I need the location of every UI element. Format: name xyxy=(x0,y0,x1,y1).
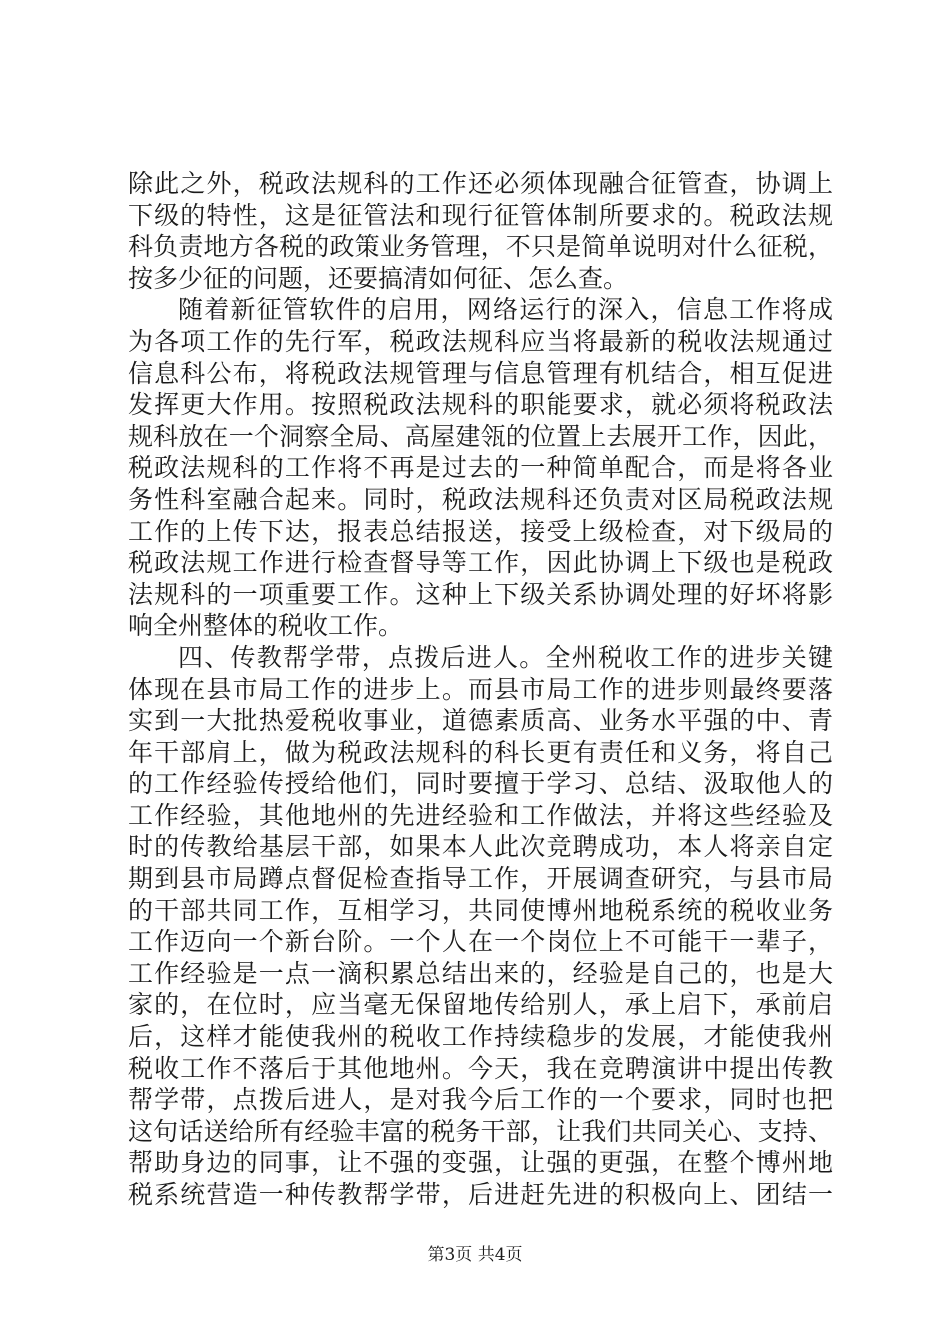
text-line: 规科放在一个洞察全局、高屋建瓴的位置上去展开工作，因此， xyxy=(128,421,833,451)
text-line: 工作迈向一个新台阶。一个人在一个岗位上不可能干一辈子， xyxy=(128,927,833,957)
text-line: 工作的上传下达，报表总结报送，接受上级检查，对下级局的 xyxy=(128,516,833,546)
text-line: 税政法规科的工作将不再是过去的一种简单配合，而是将各业 xyxy=(128,453,833,483)
text-line: 为各项工作的先行军，税政法规科应当将最新的税收法规通过 xyxy=(128,326,833,356)
text-line: 发挥更大作用。按照税政法规科的职能要求，就必须将税政法 xyxy=(128,390,833,420)
text-line: 年干部肩上，做为税政法规科的科长更有责任和义务，将自己 xyxy=(128,737,833,767)
text-line: 工作经验，其他地州的先进经验和工作做法，并将这些经验及 xyxy=(128,800,833,830)
text-line: 后，这样才能使我州的税收工作持续稳步的发展，才能使我州 xyxy=(128,1022,833,1052)
text-line: 按多少征的问题，还要搞清如何征、怎么查。 xyxy=(128,263,629,293)
text-line: 法规科的一项重要工作。这种上下级关系协调处理的好坏将影 xyxy=(128,579,833,609)
text-line: 帮学带，点拨后进人，是对我今后工作的一个要求，同时也把 xyxy=(128,1085,833,1115)
text-line: 的工作经验传授给他们，同时要擅于学习、总结、汲取他人的 xyxy=(128,769,833,799)
body-text xyxy=(128,168,833,1211)
text-line: 下级的特性，这是征管法和现行征管体制所要求的。税政法规 xyxy=(128,200,833,230)
text-line: 实到一大批热爱税收事业，道德素质高、业务水平强的中、青 xyxy=(128,706,833,736)
text-line: 税收工作不落后于其他地州。今天，我在竞聘演讲中提出传教 xyxy=(128,1053,833,1083)
text-line: 期到县市局蹲点督促检查指导工作，开展调查研究，与县市局 xyxy=(128,864,833,894)
text-line: 家的，在位时，应当毫无保留地传给别人，承上启下，承前启 xyxy=(128,990,833,1020)
text-line: 税系统营造一种传教帮学带，后进赶先进的积极向上、团结一 xyxy=(128,1180,833,1209)
text-line: 随着新征管软件的启用，网络运行的深入，信息工作将成 xyxy=(178,295,833,325)
page-footer: 第3页 共4页 xyxy=(427,1245,523,1265)
text-line: 这句话送给所有经验丰富的税务干部，让我们共同关心、支持、 xyxy=(128,1116,833,1146)
text-line: 除此之外，税政法规科的工作还必须体现融合征管查，协调上 xyxy=(128,169,833,198)
text-line: 时的传教给基层干部，如果本人此次竞聘成功，本人将亲自定 xyxy=(128,832,833,862)
text-line: 科负责地方各税的政策业务管理，不只是简单说明对什么征税， xyxy=(128,232,833,262)
text-line: 帮助身边的同事，让不强的变强，让强的更强，在整个博州地 xyxy=(128,1148,833,1178)
text-line: 信息科公布，将税政法规管理与信息管理有机结合，相互促进 xyxy=(128,358,833,388)
text-line: 税政法规工作进行检查督导等工作，因此协调上下级也是税政 xyxy=(128,548,833,578)
text-line: 体现在县市局工作的进步上。而县市局工作的进步则最终要落 xyxy=(128,674,833,704)
text-line: 工作经验是一点一滴积累总结出来的，经验是自己的，也是大 xyxy=(128,958,833,988)
text-line: 的干部共同工作，互相学习，共同使博州地税系统的税收业务 xyxy=(128,895,833,925)
text-line: 四、传教帮学带，点拨后进人。全州税收工作的进步关键 xyxy=(178,642,833,672)
text-line: 务性科室融合起来。同时，税政法规科还负责对区局税政法规 xyxy=(128,484,833,514)
text-line: 响全州整体的税收工作。 xyxy=(128,611,404,641)
